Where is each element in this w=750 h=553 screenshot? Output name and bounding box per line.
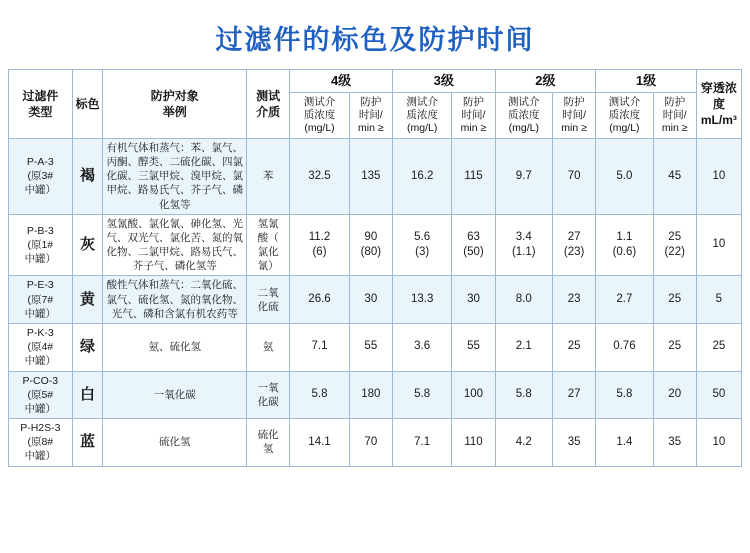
cell-g3-concentration: 13.3 [392,276,452,324]
cell-g2-concentration: 5.8 [495,371,552,419]
cell-protection-object: 氢氰酸、氯化氰、砷化氢、光气、双光气、氯化苦、氮的氧化物、二氯甲烷、路易氏气、芥子气、磷化氢等 [103,214,247,276]
cell-test-medium: 氢氰 酸（ 氯化 氰） [247,214,290,276]
page-title: 过滤件的标色及防护时间 [215,25,535,55]
cell-g3-concentration: 16.2 [392,138,452,214]
cell-g1-time: 25 (22) [653,214,696,276]
cell-g4-time: 135 [349,138,392,214]
cell-g2-concentration: 3.4 (1.1) [495,214,552,276]
cell-breakthrough: 25 [696,323,741,371]
cell-g2-concentration: 4.2 [495,419,552,467]
header-row-1 [9,70,742,93]
cell-breakthrough: 10 [696,138,741,214]
cell-test-medium: 一氧 化碳 [247,371,290,419]
cell-g2-concentration: 2.1 [495,323,552,371]
cell-color-code: 黄 [72,276,103,324]
cell-g1-time: 20 [653,371,696,419]
cell-breakthrough: 50 [696,371,741,419]
cell-g4-time: 90 (80) [349,214,392,276]
cell-g3-concentration: 5.6 (3) [392,214,452,276]
cell-color-code: 绿 [72,323,103,371]
cell-g1-concentration: 1.1 (0.6) [596,214,653,276]
header-grade-2: 2级 [495,70,596,93]
cell-filter-type: P-CO-3 (原5# 中罐） [9,371,73,419]
cell-g4-concentration: 32.5 [290,138,350,214]
cell-g2-time: 27 [553,371,596,419]
header-g4-concentration: 测试介 质浓度 (mg/L) [290,92,350,138]
cell-filter-type: P-E-3 (原7# 中罐） [9,276,73,324]
cell-g3-concentration: 3.6 [392,323,452,371]
table-row [9,371,742,419]
cell-g1-time: 35 [653,419,696,467]
cell-g1-concentration: 2.7 [596,276,653,324]
header-g1-concentration: 测试介 质浓度 (mg/L) [596,92,653,138]
cell-g2-time: 27 (23) [553,214,596,276]
header-protection-object: 防护对象 举例 [103,70,247,139]
cell-g4-concentration: 5.8 [290,371,350,419]
header-grade-1: 1级 [596,70,697,93]
cell-filter-type: P-K-3 (原4# 中罐） [9,323,73,371]
cell-g3-time: 100 [452,371,495,419]
cell-filter-type: P-B-3 (原1# 中罐） [9,214,73,276]
table-row [9,323,742,371]
cell-g2-time: 25 [553,323,596,371]
cell-protection-object: 有机气体和蒸气：苯、氯气、丙酮、醇类、二硫化碳、四氯化碳、三氯甲烷、溴甲烷、氯甲烷、路易氏气、芥子气、磷化氢等 [103,138,247,214]
cell-color-code: 蓝 [72,419,103,467]
cell-g4-time: 55 [349,323,392,371]
cell-g4-concentration: 11.2 (6) [290,214,350,276]
cell-g2-concentration: 8.0 [495,276,552,324]
header-grade-4: 4级 [290,70,393,93]
cell-g3-time: 55 [452,323,495,371]
cell-color-code: 褐 [72,138,103,214]
table-row [9,419,742,467]
cell-protection-object: 一氧化碳 [103,371,247,419]
header-g2-time: 防护 时间/ min ≥ [553,92,596,138]
cell-breakthrough: 5 [696,276,741,324]
header-g3-concentration: 测试介 质浓度 (mg/L) [392,92,452,138]
cell-color-code: 白 [72,371,103,419]
cell-g3-time: 30 [452,276,495,324]
table-row [9,276,742,324]
cell-g3-concentration: 5.8 [392,371,452,419]
cell-g1-time: 25 [653,276,696,324]
cell-g2-time: 23 [553,276,596,324]
cell-g4-concentration: 26.6 [290,276,350,324]
cell-g2-concentration: 9.7 [495,138,552,214]
cell-g4-concentration: 7.1 [290,323,350,371]
cell-protection-object: 氨、硫化氢 [103,323,247,371]
table-row [9,138,742,214]
cell-g4-time: 30 [349,276,392,324]
cell-g1-concentration: 1.4 [596,419,653,467]
table-header [9,70,742,139]
cell-protection-object: 硫化氢 [103,419,247,467]
cell-protection-object: 酸性气体和蒸气：二氧化硫、氯气、硫化氢、氮的氧化物、光气、磷和含氯有机农药等 [103,276,247,324]
cell-filter-type: P-H2S-3 (原8# 中罐） [9,419,73,467]
cell-breakthrough: 10 [696,214,741,276]
cell-g3-time: 63 (50) [452,214,495,276]
header-grade-3: 3级 [392,70,495,93]
cell-g2-time: 35 [553,419,596,467]
cell-g1-time: 45 [653,138,696,214]
cell-g3-time: 110 [452,419,495,467]
header-breakthrough-concentration: 穿透浓 度 mL/m³ [696,70,741,139]
cell-filter-type: P-A-3 (原3# 中罐） [9,138,73,214]
cell-g4-time: 70 [349,419,392,467]
header-color: 标色 [72,70,103,139]
cell-color-code: 灰 [72,214,103,276]
cell-g1-concentration: 0.76 [596,323,653,371]
cell-g1-time: 25 [653,323,696,371]
cell-g3-concentration: 7.1 [392,419,452,467]
header-g4-time: 防护 时间/ min ≥ [349,92,392,138]
table-body [9,138,742,466]
filter-specification-table [8,69,742,467]
cell-g4-time: 180 [349,371,392,419]
header-g1-time: 防护 时间/ min ≥ [653,92,696,138]
table-row [9,214,742,276]
cell-test-medium: 苯 [247,138,290,214]
cell-g4-concentration: 14.1 [290,419,350,467]
cell-breakthrough: 10 [696,419,741,467]
cell-g1-concentration: 5.8 [596,371,653,419]
header-g3-time: 防护 时间/ min ≥ [452,92,495,138]
header-g2-concentration: 测试介 质浓度 (mg/L) [495,92,552,138]
cell-g2-time: 70 [553,138,596,214]
cell-test-medium: 硫化 氢 [247,419,290,467]
header-type: 过滤件 类型 [9,70,73,139]
cell-test-medium: 氨 [247,323,290,371]
cell-g3-time: 115 [452,138,495,214]
cell-test-medium: 二氧 化硫 [247,276,290,324]
cell-g1-concentration: 5.0 [596,138,653,214]
header-test-medium: 测试 介质 [247,70,290,139]
